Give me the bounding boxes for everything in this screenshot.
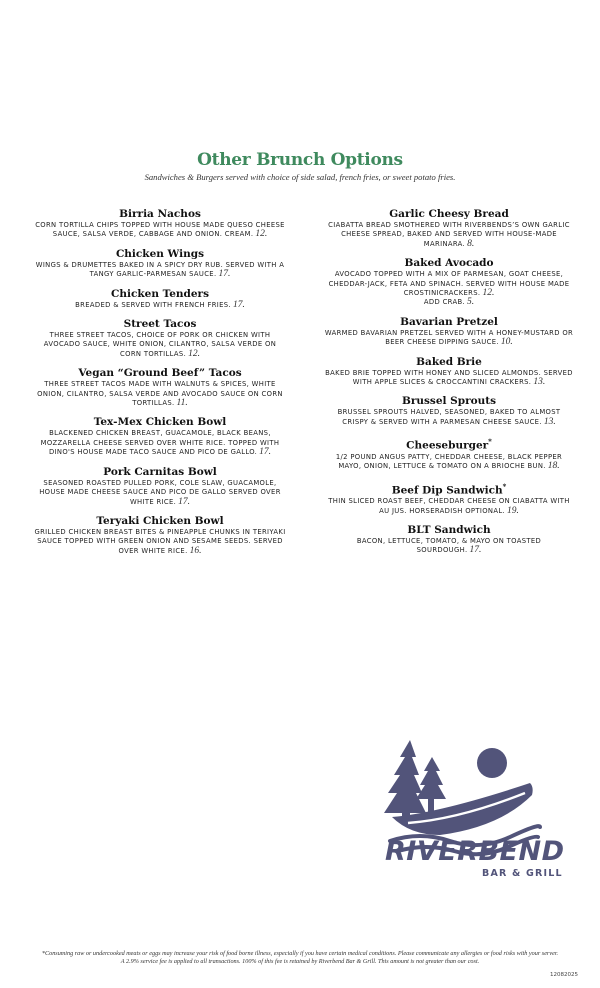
item-price: 12. — [188, 348, 200, 359]
item-price: 16. — [189, 545, 202, 556]
item-name — [322, 480, 576, 498]
pine-tree-icon — [384, 740, 426, 825]
item-description-text: GRILLED CHICKEN BREAST BITES & PINEAPPLE CHUNKS IN TERIYAKI SAUCE TOPPED WITH GREEN ONION AND SESAME SEEDS. SERVED OVER WHITE RICE. — [34, 527, 286, 555]
menu-item-pork-carnitas-bowl — [32, 466, 288, 507]
item-price: 12. — [482, 288, 495, 299]
menu-item-beef-dip-sandwich — [322, 480, 576, 516]
menu-item-chicken-tenders — [32, 288, 288, 310]
menu-item-brussel-sprouts — [322, 395, 576, 427]
item-name: Birria Nachos — [119, 208, 201, 220]
item-name: Baked Brie — [416, 355, 482, 368]
item-description — [32, 301, 288, 310]
item-description-text: WINGS & DRUMETTES BAKED IN A SPICY DRY RUB. SERVED WITH A TANGY GARLIC-PARMESAN SAUCE. — [35, 260, 285, 279]
item-name: Chicken Wings — [115, 247, 205, 260]
item-description — [322, 453, 576, 472]
item-price: 17. — [218, 269, 231, 280]
item-price: 13. — [533, 377, 546, 388]
menu-column-right — [322, 208, 576, 564]
item-description — [322, 497, 576, 516]
item-price: 17. — [178, 496, 191, 507]
item-description-text: BREADED & SERVED WITH FRENCH FRIES. — [75, 300, 231, 309]
item-addon: ADD CRAB. — [423, 298, 465, 307]
logo-tagline: BAR & GRILL — [482, 868, 563, 879]
item-description-text: CIABATTA BREAD SMOTHERED WITH RIVERBENDS’S OWN GARLIC CHEESE SPREAD, BAKED AND SERVED WITH HOUSE-MADE MARINARA. — [328, 221, 570, 248]
item-price: 11. — [176, 398, 188, 409]
item-description-text: BLACKENED CHICKEN BREAST, GUACAMOLE, BLACK BEANS, MOZZARELLA CHEESE SERVED OVER WHITE RICE. TOPPED WITH DINO'S HOUSE MADE TACO SAUCE AND PICO DE GALLO. — [40, 429, 280, 457]
item-description-text: CORN TORTILLA CHIPS TOPPED WITH HOUSE MADE QUESO CHEESE SAUCE, SALSA VERDE, CABBAGE AND ONION. CREAM. — [35, 221, 285, 239]
item-name-text: Cheeseburger — [406, 439, 489, 452]
item-name: Vegan “Ground Beef” Tacos — [78, 367, 242, 380]
item-description-text: AVOCADO TOPPED WITH A MIX OF PARMESAN, GOAT CHEESE, CHEDDAR-JACK, FETA AND SPINACH. SERVED WITH HOUSE MADE CROSTINICRACKERS. — [328, 270, 570, 298]
page-subtitle: Sandwiches & Burgers served with choice of side salad, french fries, or sweet potato fries. — [144, 172, 456, 182]
item-name-text: Beef Dip Sandwich — [391, 484, 503, 497]
food-safety-notice: *Consuming raw or undercooked meats or eggs may increase your risk of food borne illness, especially if you have certain medical conditions. Please communicate any allergies or food risks with your server. — [41, 950, 559, 957]
item-price: 18. — [547, 461, 560, 472]
item-name: Bavarian Pretzel — [400, 315, 498, 328]
item-description — [32, 221, 288, 240]
menu-item-baked-avocado — [322, 257, 576, 308]
menu-item-street-tacos — [32, 318, 288, 359]
item-price: 10. — [500, 337, 513, 348]
item-description — [32, 331, 288, 359]
item-name: Teryaki Chicken Bowl — [96, 514, 224, 527]
item-description — [32, 380, 288, 408]
item-description — [32, 479, 288, 507]
item-description-text: BACON, LETTUCE, TOMATO, & MAYO ON TOASTED SOURDOUGH. — [356, 536, 542, 555]
item-price: 17. — [469, 545, 482, 556]
service-fee-notice: A 2.9% service fee is applied to all transactions. 100% of this fee is retained by Riverbend Bar & Grill. This amount is not greater than our cost. — [120, 958, 480, 965]
item-price: 8. — [467, 238, 475, 249]
item-description-text: BAKED BRIE TOPPED WITH HONEY AND SLICED ALMONDS. SERVED WITH APPLE SLICES & CROCCANTINI CRACKERS. — [325, 368, 573, 387]
page-title: Other Brunch Options — [197, 150, 403, 170]
item-description — [32, 528, 288, 556]
item-description — [32, 429, 288, 457]
item-description — [322, 408, 576, 427]
item-name: Street Tacos — [123, 318, 197, 331]
logo-wordmark: RIVERBEND — [385, 836, 565, 867]
item-name: Brussel Sprouts — [401, 395, 497, 408]
item-description — [322, 537, 576, 556]
menu-item-garlic-cheesy-bread — [322, 208, 576, 249]
item-name: Garlic Cheesy Bread — [389, 208, 509, 220]
item-name: Tex-Mex Chicken Bowl — [93, 416, 227, 429]
item-addon-price: 5. — [466, 297, 475, 308]
sun-icon — [477, 748, 507, 778]
raw-warning-mark: * — [502, 481, 507, 491]
item-description — [322, 369, 576, 388]
item-name: BLT Sandwich — [407, 523, 491, 536]
menu-item-blt-sandwich — [322, 524, 576, 556]
item-description-text: THREE STREET TACOS MADE WITH WALNUTS & SPICES, WHITE ONION, CILANTRO, SALSA VERDE AND AVOCADO SAUCE ON CORN TORTILLAS. — [37, 380, 283, 408]
item-price: 13. — [543, 416, 556, 427]
menu-item-vegan-tacos — [32, 367, 288, 408]
menu-item-baked-brie — [322, 356, 576, 388]
item-price: 17. — [259, 447, 272, 458]
item-name: Pork Carnitas Bowl — [103, 465, 217, 478]
item-description-text: 1/2 POUND ANGUS PATTY, CHEDDAR CHEESE, BLACK PEPPER MAYO, ONION, LETTUCE & TOMATO ON A BRIOCHE BUN. — [335, 452, 563, 471]
item-description — [32, 261, 288, 280]
item-description-text: THIN SLICED ROAST BEEF, CHEDDAR CHEESE ON CIABATTA WITH AU JUS. HORSERADISH OPTIONAL. — [328, 497, 570, 515]
item-price: 19. — [507, 505, 519, 516]
item-description-text: THREE STREET TACOS, CHOICE OF PORK OR CHICKEN WITH AVOCADO SAUCE, WHITE ONION, CILANTRO, SALSA VERDE ON CORN TORTILLAS. — [43, 331, 277, 358]
item-price: 17. — [232, 299, 245, 310]
menu-item-cheeseburger — [322, 435, 576, 471]
menu-version-code: 12082025 — [550, 972, 578, 978]
item-description — [322, 270, 576, 308]
item-price: 12. — [255, 229, 268, 240]
menu-item-chicken-wings — [32, 248, 288, 280]
footer-disclaimer — [10, 950, 590, 966]
menu-item-tex-mex-chicken-bowl — [32, 416, 288, 457]
item-description-text: SEASONED ROASTED PULLED PORK, COLE SLAW, GUACAMOLE, HOUSE MADE CHEESE SAUCE AND PICO DE GALLO SERVED OVER WHITE RICE. — [39, 478, 281, 506]
menu-item-birria-nachos — [32, 208, 288, 240]
raw-warning-mark: * — [488, 437, 492, 447]
menu-item-teryaki-chicken-bowl — [32, 515, 288, 556]
item-description — [322, 329, 576, 348]
item-description — [322, 221, 576, 249]
item-name — [322, 435, 576, 453]
item-description-text: WARMED BAVARIAN PRETZEL SERVED WITH A HONEY-MUSTARD OR BEER CHEESE DIPPING SAUCE. — [324, 328, 574, 347]
menu-column-left — [32, 208, 288, 564]
item-description-text: BRUSSEL SPROUTS HALVED, SEASONED, BAKED TO ALMOST CRISPY & SERVED WITH A PARMESAN CHEESE SAUCE. — [337, 408, 561, 426]
item-name: Chicken Tenders — [110, 287, 209, 300]
menu-header — [0, 150, 600, 182]
menu-item-bavarian-pretzel — [322, 316, 576, 348]
item-name: Baked Avocado — [404, 257, 494, 270]
